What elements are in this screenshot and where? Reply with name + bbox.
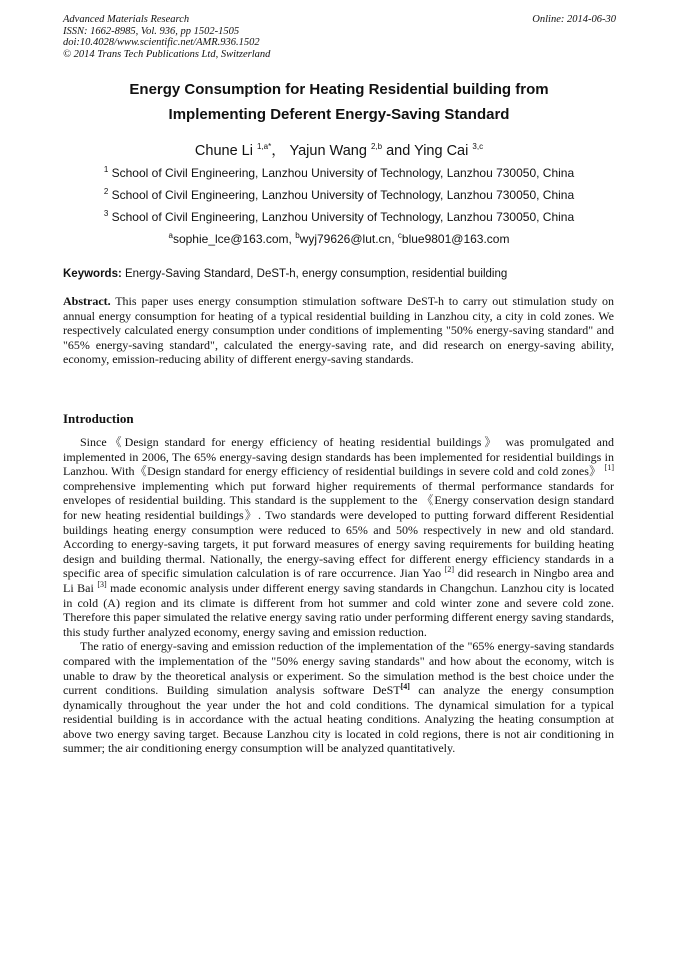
email-link[interactable]: blue9801@163.com bbox=[401, 232, 510, 246]
citation-ref: [1] bbox=[604, 463, 614, 473]
author-name: Ying Cai bbox=[414, 143, 469, 159]
paragraph bbox=[63, 639, 614, 756]
email-sup: a bbox=[168, 231, 173, 240]
doi: doi:10.4028/www.scientific.net/AMR.936.1502 bbox=[63, 37, 260, 48]
citation-ref: [4] bbox=[400, 682, 410, 692]
author-separator: ， bbox=[271, 143, 286, 159]
section-heading: Introduction bbox=[63, 411, 134, 426]
introduction-body bbox=[63, 435, 614, 756]
keywords-text: Energy-Saving Standard, DeST-h, energy consumption, residential building bbox=[121, 268, 508, 280]
citation-ref: [3] bbox=[97, 579, 107, 589]
online-date: Online: 2014-06-30 bbox=[532, 14, 616, 25]
paragraph-text: can analyze the energy consumption dynamically throughout the year under the hot and cold conditions. The dynamical simulation for a typical residential building is in accordance with the actual heating conditions. Analyzing the heating consumption at above two energy saving target. Because Lanzhou city is located in cold regions, there is not air conditioning in summer; the air conditioning energy consumption will be analyzed quantitatively. bbox=[63, 683, 614, 756]
affiliation-3 bbox=[40, 210, 638, 224]
citation-ref: [2] bbox=[444, 565, 455, 575]
email-link[interactable]: sophie_lce@163.com, bbox=[172, 232, 296, 246]
author-sup: 2,b bbox=[370, 142, 383, 152]
affiliation-2 bbox=[40, 188, 638, 202]
email-link[interactable]: wyj79626@lut.cn, bbox=[299, 232, 398, 246]
abstract-label: Abstract. bbox=[63, 294, 111, 308]
journal-header bbox=[63, 14, 270, 60]
paragraph-text: comprehensive implementing which put forward higher requirements of thermal performance standards for envelopes of residential building. This standard is the supplement to the 《Energy conservation design standard for new heating residential buildings》. Two standards were developed to putting forward different Residential buildings heating energy consumption were reduced to 65% and 50% respectively in new and old standard. According to energy-saving targets, it put forward measures of energy saving requirements for building heating design and building thermal. Nationally, the energy-saving effect for different energy efficiency standards in a specific area of specific simulation calculation is of rare occurrence. Jian Yao bbox=[63, 478, 614, 581]
journal-name: Advanced Materials Research bbox=[63, 14, 190, 25]
email-sup: b bbox=[295, 231, 300, 240]
affiliation-text: School of Civil Engineering, Lanzhou University of Technology, Lanzhou 730050, China bbox=[111, 166, 575, 180]
affiliation-text: School of Civil Engineering, Lanzhou University of Technology, Lanzhou 730050, China bbox=[111, 210, 575, 224]
paper-title-line-1: Energy Consumption for Heating Residential building from bbox=[129, 81, 549, 98]
author-sup: 1,a* bbox=[257, 142, 272, 152]
abstract-text: This paper uses energy consumption stimulation software DeST-h to carry out stimulation study on annual energy consumption for heating of a typical residential building in Lanzhou city, a city in cold zones. We respectively calculated energy consumption under conditions of implementing "50% energy-saving standard" and "65% energy-saving standard", calculated the energy-saving rate, and did research on energy-saving ability, economy, emission-reducing ability of different energy-saving standards. bbox=[63, 294, 614, 367]
paragraph-text: The ratio of energy-saving and emission reduction of the implementation of the "65% energy-saving standards compared with the implementation of the "50% energy saving standards" and how about the economy, witch is unable to draw by the theoretical analysis or experiment. So the simulation method is the best choice under the current conditions. Building simulation analysis software DeST bbox=[63, 639, 614, 698]
affiliation-number: 3 bbox=[103, 209, 109, 218]
affiliation-1 bbox=[40, 166, 638, 180]
paragraph-text: made economic analysis under different energy saving standards in Changchun. Lanzhou city is located in cold (A) region and its climate is different from hot summer and cold winter zone and severe cold zone. Therefore this paper simulated the relative energy saving ratio under performing different energy saving standards, this study further analyzed economy, energy saving and emission reduction. bbox=[63, 580, 614, 639]
issn: ISSN: 1662-8985, Vol. 936, pp 1502-1505 bbox=[63, 25, 240, 37]
paragraph-text: Since《Design standard for energy efficiency of heating residential buildings》 was promulgated and implemented in 2006, The 65% energy-saving design standards has been implemented for residential buildings in Lanzhou. With《Design standard for energy efficiency of residential buildings in severe cold and cold zones》 bbox=[63, 435, 614, 479]
paragraph-text: did research in Ningbo area and Li Bai bbox=[63, 566, 614, 595]
abstract bbox=[63, 294, 614, 367]
keywords-label: Keywords: bbox=[63, 268, 122, 280]
email-line bbox=[40, 232, 638, 246]
email-sup: c bbox=[397, 231, 402, 240]
author-and: and bbox=[386, 143, 411, 159]
paper-title-line-2: Implementing Deferent Energy-Saving Standard bbox=[168, 106, 510, 123]
keywords bbox=[63, 268, 507, 280]
copyright: © 2014 Trans Tech Publications Ltd, Switzerland bbox=[63, 48, 271, 60]
author-name: Yajun Wang bbox=[289, 143, 367, 159]
affiliation-text: School of Civil Engineering, Lanzhou University of Technology, Lanzhou 730050, China bbox=[111, 188, 575, 202]
author-sup: 3,c bbox=[472, 142, 484, 152]
author-name: Chune Li bbox=[194, 143, 253, 159]
affiliation-number: 1 bbox=[103, 165, 109, 174]
affiliation-number: 2 bbox=[103, 187, 109, 196]
author-list bbox=[40, 139, 638, 160]
paragraph bbox=[63, 435, 614, 639]
